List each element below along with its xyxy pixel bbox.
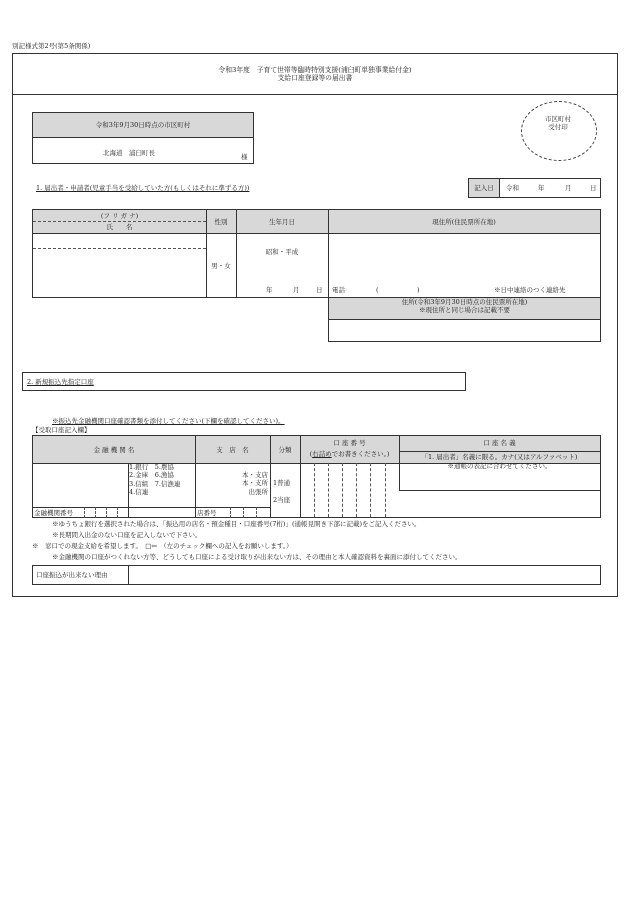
municipality-header: 令和3年9月30日時点の市区町村 [33,113,253,138]
municipality-honorific: 様 [241,153,248,161]
stamp-line1: 市区町村 [545,115,571,123]
branch-code-divider [230,507,231,518]
digit-divider [385,463,386,517]
phone-input[interactable] [384,284,414,295]
title-line1: 令和3年度 子育て世帯等臨時特別支援(浦臼町単独事業給付金) [218,66,412,74]
address-input[interactable] [330,235,598,283]
birth-year: 年 [266,286,273,294]
birth-era[interactable]: 昭和・平成 [265,248,299,256]
form-title [12,66,618,83]
entry-date-day: 日 [590,184,597,192]
section2-heading: 2. 新規振込先指定口座 [27,378,94,386]
digit-divider [356,463,357,517]
entry-date-label: 記入日 [469,179,500,197]
bank-type-option[interactable]: 4.信連 [129,488,149,497]
below-holder-blank [400,491,600,517]
code-row-line [33,507,270,508]
bank-type-option[interactable]: 2.金庫 6.漁協 [129,471,174,480]
applicant-header-line [33,233,600,234]
col-type: 分類 [278,446,292,454]
title-line2: 支給口座登録等の届出書 [277,74,353,83]
prev-address-header [329,298,600,320]
branch-code-divider [256,507,257,518]
birth-month: 月 [293,286,300,294]
account-no-note-text: でお書きください。 [331,450,387,458]
col-divider [300,436,301,517]
holder-header-line [400,451,600,452]
digit-divider [314,463,315,517]
phone-note: ※日中連絡のつく連絡先 [494,286,566,294]
entry-date-month: 月 [565,184,572,192]
account-type-current[interactable]: 2当座 [273,496,291,504]
holder-name-input[interactable] [402,476,598,488]
col-branch: 支 店 名 [216,446,249,454]
bank-code-divider [84,507,85,518]
account-type-ordinary[interactable]: 1普通 [273,479,291,487]
entry-date-year: 年 [538,184,545,192]
bank-type-option[interactable]: 3.信組 7.信漁連 [129,479,181,488]
reason-label: 口座振込が出来ない理由 [33,566,129,584]
holder-note2: ※通帳の表記に合わせてください。 [447,462,552,470]
col-birth: 生年月日 [269,218,295,226]
digit-divider [370,463,371,517]
branch-code-label: 店番号 [197,509,217,517]
bank-code-divider [117,507,118,518]
digit-divider [342,463,343,517]
phone-label: 電話 [332,286,345,294]
municipality-name[interactable]: 北海道 浦臼町長 [103,149,155,157]
phone-paren-open: ( [376,286,379,294]
col-bank: 金 融 機 関 名 [93,446,135,454]
col-holder: 口 座 名 義 [483,439,516,447]
furigana-divider [33,221,206,222]
cash-note2: ※金融機関の口座がつくれない方等、どうしても口座による受け取りが出来ない方は、その理由と本人確認資料を裏面に添付してください。 [52,553,462,561]
digit-divider [328,463,329,517]
prev-address-line2: ※現住所と同じ場合は記載不要 [419,306,510,315]
bank-code-label: 金融機関番号 [34,509,73,517]
birth-day: 日 [316,286,323,294]
reason-input[interactable] [131,567,599,583]
prev-address-line1: 住所(令和3年9月30日時点の住民票所在地) [401,298,528,306]
stamp-line2: 受付印 [548,123,568,132]
furigana-input-divider [33,248,206,249]
col-name: 氏 名 [106,223,133,231]
name-input[interactable] [34,250,204,295]
col-gender: 性別 [214,218,228,226]
cash-option-text: ※ 窓口での現金支給を希望します。 [32,542,146,550]
note-inactive: ※長期間入出金のない口座を記入しないで下さい。 [52,531,202,539]
bank-code-divider [95,507,96,518]
bank-code-divider [106,507,107,518]
section1-heading: 1. 届出者・申請者(児童手当を受給していた方(もしくはそれに準ずる方)) [36,184,250,192]
phone-paren-close: ) [417,286,420,294]
attach-note: ※振込先金融機関口座確認書類を添付してください(下欄を確認してください)。 [52,417,285,425]
furigana-input[interactable] [34,235,204,247]
branch-type-option[interactable]: 本・支店 [242,471,268,479]
branch-type-option[interactable]: 本・支所 [242,479,268,488]
entry-date-era: 令和 [506,184,519,192]
reception-stamp-label [521,115,595,131]
gender-options[interactable]: 男・女 [211,262,231,270]
prev-address-input[interactable] [330,321,598,340]
cash-checkbox[interactable]: □⇦ [145,542,157,550]
branch-type-options[interactable] [224,471,268,496]
branch-code-divider [243,507,244,518]
col-account-no-note: (右詰めでお書きください。) [309,450,390,458]
cash-option [32,542,293,550]
branch-type-option[interactable]: 出張所 [248,487,268,496]
col-account-no: 口 座 番 号 [333,439,366,447]
title-divider [12,94,618,95]
right-align-note: 右詰め [312,450,332,458]
col-address: 現住所(住民票所在地) [432,218,496,226]
bank-type-options[interactable] [129,463,180,497]
form-id: 別記様式第2号(第5条関係) [12,42,91,50]
account-table-label: 【受取口座記入欄】 [32,426,91,434]
bank-name-input[interactable] [34,465,126,505]
bank-type-option[interactable]: 1.銀行 5.農協 [129,463,174,471]
note-yucho: ※ゆうちょ銀行を選択された場合は、「振込用の店名・預金種目・口座番号(7桁)」(通帳見開き下部に記載)をご記入ください。 [52,520,421,528]
bank-code-end [128,507,129,518]
holder-note1: 「1. 届出者」名義に限る。カナ(又はアルファベット) [421,453,578,461]
cash-note: （左のチェック欄への記入をお願いします。） [163,542,293,550]
col-furigana: (フ リ ガ ナ) [100,212,139,220]
